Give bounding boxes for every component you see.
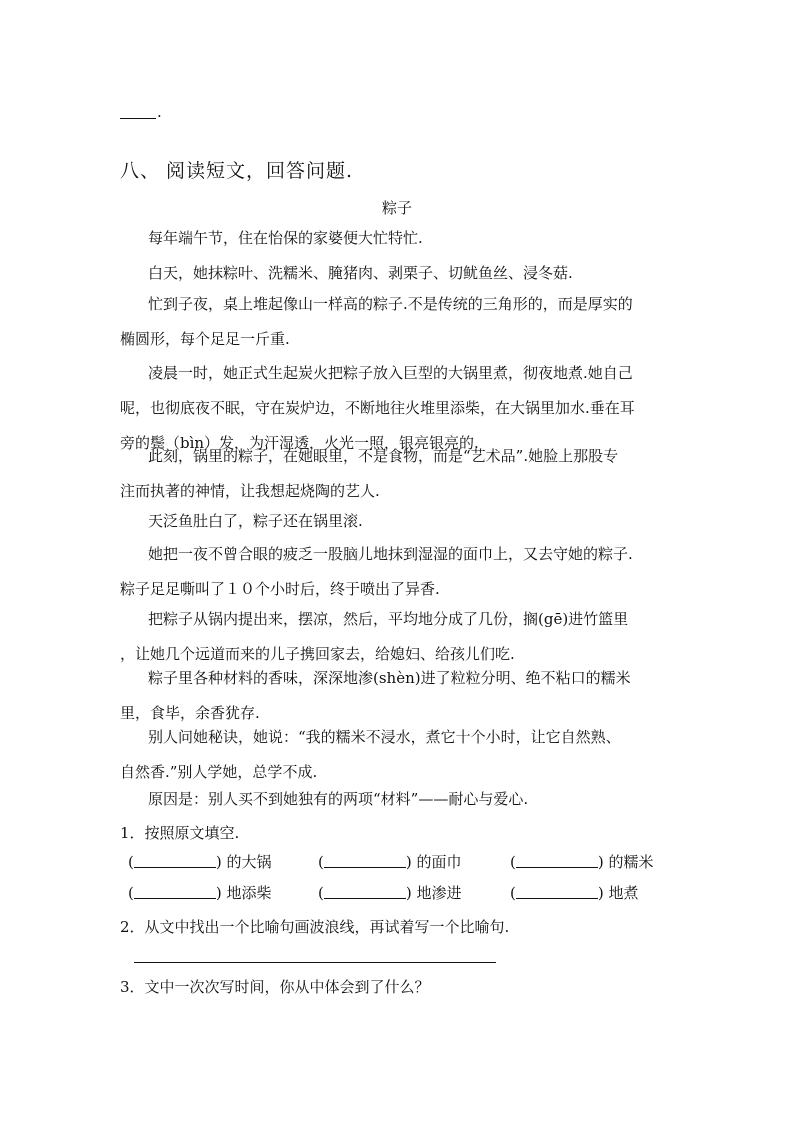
- question-3: 3．文中一次次写时间，你从中体会到了什么？: [120, 978, 430, 996]
- fill-blank-input[interactable]: [324, 884, 406, 899]
- fill-blank-input[interactable]: [324, 853, 406, 868]
- story-paragraph-6: 天泛鱼肚白了，粽子还在锅里滚.: [148, 512, 363, 530]
- question-2-answer-line[interactable]: [134, 962, 496, 963]
- story-paragraph-4: 凌晨一时，她正式生起炭火把粽子放入巨型的大锅里煮，彻夜地煮.她自己 呢，也彻底夜不眠，守在炭炉边，不断地往火堆里添柴，在大锅里加水.垂在耳 旁的鬓（bìn）发，为汗湿透，火光一照，银亮银亮的.: [120, 364, 635, 452]
- fill-blank-item: ( ) 地渗进: [318, 884, 462, 902]
- fill-blank-item: ( ) 的大锅: [128, 853, 272, 871]
- question-1: 1．按照原文填空.: [120, 824, 240, 842]
- fill-blank-item: ( ) 地添柴: [128, 884, 272, 902]
- story-paragraph-2: 白天，她抹粽叶、洗糯米、腌猪肉、剥栗子、切鱿鱼丝、浸冬菇.: [148, 264, 573, 282]
- fill-blank-input[interactable]: [516, 853, 598, 868]
- fill-blank-input[interactable]: [516, 884, 598, 899]
- section-number: 八、: [120, 160, 161, 182]
- story-paragraph-7: 她把一夜不曾合眼的疲乏一股脑儿地抹到湿湿的面巾上，又去守她的粽子. 粽子足足嘶叫了１０个小时后，终于喷出了异香.: [120, 545, 633, 598]
- fill-blank-item: ( ) 的糯米: [510, 853, 654, 871]
- fill-blank-input[interactable]: [134, 884, 216, 899]
- story-paragraph-8: 把粽子从锅内提出来，摆凉，然后，平均地分成了几份，搁(gē)进竹篮里 ，让她几个远道而来的儿子携回家去，给媳妇、给孩儿们吃.: [120, 610, 629, 663]
- story-paragraph-10: 别人问她秘诀，她说：“我的糯米不浸水，煮它十个小时，让它自然熟、 自然香.”别人学她，总学不成.: [120, 728, 621, 781]
- fill-blank-item: ( ) 的面巾: [318, 853, 462, 871]
- story-title: 粽子: [381, 199, 412, 217]
- previous-answer-blank[interactable]: [120, 104, 156, 119]
- section-heading: [120, 156, 353, 183]
- previous-answer-period: .: [157, 103, 162, 121]
- question-2: 2．从文中找出一个比喻句画波浪线，再试着写一个比喻句.: [120, 918, 510, 936]
- story-paragraph-3: 忙到子夜，桌上堆起像山一样高的粽子.不是传统的三角形的，而是厚实的 椭圆形，每个足足一斤重.: [120, 295, 633, 348]
- section-title-text: 阅读短文，回答问题.: [166, 160, 354, 182]
- story-paragraph-11: 原因是：别人买不到她独有的两项“材料”——耐心与爱心.: [148, 790, 529, 808]
- story-paragraph-5: 此刻，锅里的粽子，在她眼里，不是食物，而是“艺术品”.她脸上那股专 注而执著的神情，让我想起烧陶的艺人.: [120, 447, 619, 500]
- story-paragraph-9: 粽子里各种材料的香味，深深地渗(shèn)进了粒粒分明、绝不粘口的糯米 里，食毕，余香犹存.: [120, 669, 631, 722]
- story-paragraph-1: 每年端午节，住在怡保的家婆便大忙特忙.: [148, 229, 423, 247]
- fill-blank-input[interactable]: [134, 853, 216, 868]
- fill-blank-item: ( ) 地煮: [510, 884, 639, 902]
